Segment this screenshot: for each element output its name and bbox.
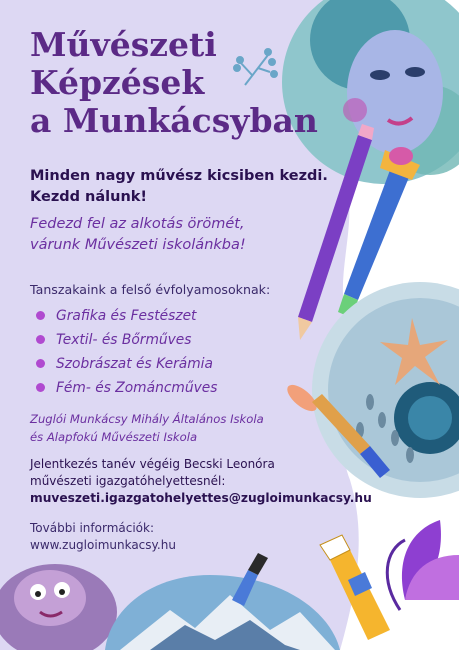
bullet-dot-icon [36,311,45,320]
title-line-2: Képzések [30,63,205,102]
poster-title [30,26,318,140]
departments-list [36,304,217,400]
apply-line-2: művészeti igazgatóhelyettesnél: [30,474,226,488]
more-info-label: További információk: [30,521,155,535]
department-label: Grafika és Festészet [56,308,197,324]
purple-leaf-icon [387,520,459,610]
bullet-dot-icon [36,335,45,344]
bullet-dot-icon [36,359,45,368]
headline [30,166,330,208]
bullet-dot-icon [36,383,45,392]
intro-text [30,214,246,256]
school-line-1: Zuglói Munkácsy Mihály Általános Iskola [30,412,264,426]
list-item [36,376,217,400]
website-link[interactable]: www.zugloimunkacsy.hu [30,538,176,552]
departments-heading: Tanszakaink a felső évfolyamosoknak: [30,282,271,297]
list-item [36,304,217,328]
title-line-3: a Munkácsyban [30,101,318,140]
school-name [30,410,264,446]
school-line-2: és Alapfokú Művészeti Iskola [30,430,198,444]
headline-line-1: Minden nagy művész kicsiben kezdi. [30,168,328,184]
department-label: Textil- és Bőrműves [56,332,192,348]
list-item [36,328,217,352]
intro-line-1: Fedezd fel az alkotás örömét, [30,216,245,232]
department-label: Szobrászat és Kerámia [56,356,213,372]
contact-email[interactable]: muveszeti.igazgatohelyettes@zugloimunkacsy.hu [30,491,372,505]
list-item [36,352,217,376]
intro-line-2: várunk Művészeti iskolánkba! [30,237,246,253]
apply-line-1: Jelentkezés tanév végéig Becski Leonóra [30,457,275,471]
more-info [30,520,176,554]
application-info [30,456,372,507]
department-label: Fém- és Zománcműves [56,380,218,396]
title-line-1: Művészeti [30,25,217,64]
headline-line-2: Kezdd nálunk! [30,189,148,205]
